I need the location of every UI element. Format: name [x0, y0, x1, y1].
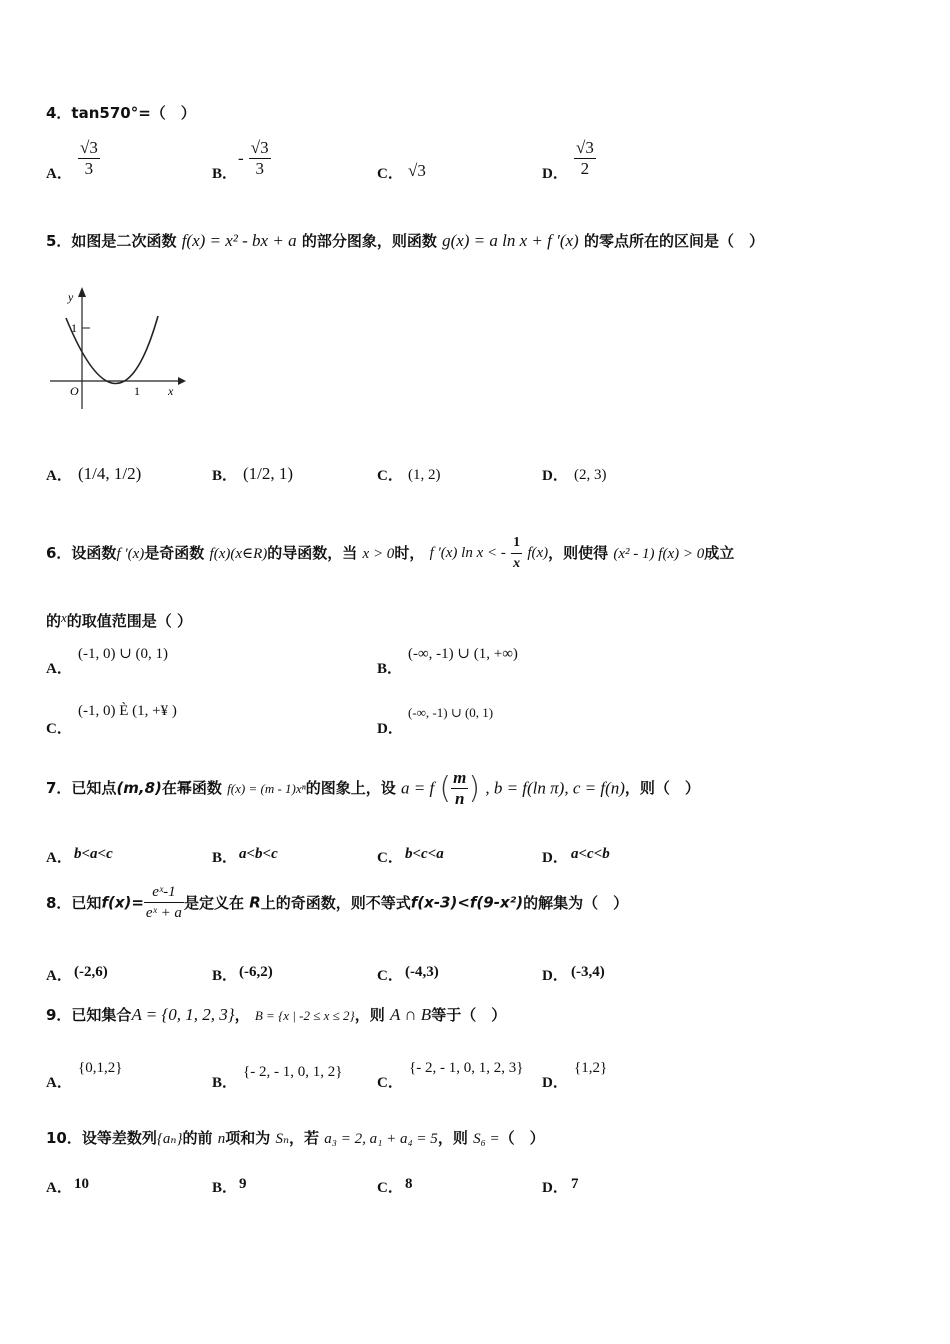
q6-option-a-label[interactable]: A．	[46, 661, 72, 677]
q7-option-b-value: a<b<c	[239, 846, 278, 862]
q9-option-c-label[interactable]: C．	[377, 1075, 403, 1091]
q4-option-a-label[interactable]: A．	[46, 166, 72, 182]
q7-option-c-value: b<c<a	[405, 846, 444, 862]
q6-option-a-value: (-1, 0) ∪ (0, 1)	[78, 646, 169, 662]
q5-option-d-value: (2, 3)	[574, 467, 607, 483]
q10-option-b-value: 9	[239, 1176, 247, 1192]
q6-stem-line1: 6．设函数f ′(x)是奇函数 f(x)(x∈R)的导函数，当 x > 0时， f ′(x) ln x < - $\frac{1}{x}$ f(x)，则使得 (x² - 1) f(x) > 0成立	[46, 535, 735, 571]
q7-option-d-value: a<c<b	[571, 846, 610, 862]
q7-stem: 7．已知点(m,8)在幂函数 f(x) = (m - 1)xⁿ的图象上，设 a = f ( $\frac{m}{n}$ ) , b = f(ln π), c = f(n)，则（ ）	[46, 768, 700, 808]
q9-option-d-label[interactable]: D．	[542, 1075, 568, 1091]
q10-stem: 10．设等差数列{aₙ}的前 n项和为 Sₙ，若 a₃ = 2, a₁ + a₄ = 5，则 S₆ =（ ）	[46, 1129, 545, 1147]
q5-option-a-value: (1/4, 1/2)	[78, 464, 142, 483]
graph-x-tick-label: 1	[134, 384, 140, 398]
q9-option-c-value: {- 2, - 1, 0, 1, 2, 3}	[409, 1060, 524, 1076]
q5-option-b-value: (1/2, 1)	[243, 464, 294, 483]
q10-option-a-label[interactable]: A．	[46, 1180, 72, 1196]
q4-option-d-value: $\frac{√3}{2}$	[576, 138, 594, 178]
q6-option-d-label[interactable]: D．	[377, 721, 403, 737]
q10-option-b-label[interactable]: B．	[212, 1180, 238, 1196]
graph-y-arrow	[78, 287, 86, 297]
q5-stem: 5．如图是二次函数 f(x) = x² - bx + a 的部分图象，则函数 g(x) = a ln x + f ′(x) 的零点所在的区间是（ ）	[46, 231, 764, 250]
q8-option-b-value: (-6,2)	[239, 964, 273, 980]
q6-option-c-value: (-1, 0) È (1, +¥ )	[78, 703, 177, 719]
q8-option-a-value: (-2,6)	[74, 964, 108, 980]
q9-stem: 9．已知集合A = {0, 1, 2, 3}， B = {x | -2 ≤ x ≤ 2}，则 A ∩ B等于（ ）	[46, 1005, 507, 1024]
q5-option-d-label[interactable]: D．	[542, 468, 568, 484]
q8-option-c-value: (-4,3)	[405, 964, 439, 980]
q6-option-b-label[interactable]: B．	[377, 661, 403, 677]
q6-stem-line2: 的x的取值范围是（ ）	[46, 610, 193, 630]
q10-option-c-label[interactable]: C．	[377, 1180, 403, 1196]
q9-option-d-value: {1,2}	[574, 1060, 608, 1076]
q6-option-d-value: (-∞, -1) ∪ (0, 1)	[408, 705, 494, 720]
q10-option-a-value: 10	[74, 1176, 89, 1192]
q4-option-c-value: √3	[408, 161, 426, 180]
q8-option-d-value: (-3,4)	[571, 964, 605, 980]
q9-option-a-label[interactable]: A．	[46, 1075, 72, 1091]
q8-option-b-label[interactable]: B．	[212, 968, 238, 984]
q7-option-d-label[interactable]: D．	[542, 850, 568, 866]
q5-option-b-label[interactable]: B．	[212, 468, 238, 484]
q4-option-d-label[interactable]: D．	[542, 166, 568, 182]
q9-option-a-value: {0,1,2}	[78, 1060, 123, 1076]
q7-option-c-label[interactable]: C．	[377, 850, 403, 866]
q10-option-c-value: 8	[405, 1176, 413, 1192]
q10-option-d-value: 7	[571, 1176, 579, 1192]
q7-option-a-value: b<a<c	[74, 846, 113, 862]
q8-option-d-label[interactable]: D．	[542, 968, 568, 984]
q6-option-c-label[interactable]: C．	[46, 721, 72, 737]
graph-tick-label-1: 1	[71, 321, 77, 335]
q8-option-c-label[interactable]: C．	[377, 968, 403, 984]
q10-option-d-label[interactable]: D．	[542, 1180, 568, 1196]
q5-option-a-label[interactable]: A．	[46, 468, 72, 484]
graph-origin-label: O	[70, 384, 79, 398]
q4-option-b-value: - $\frac{√3}{3}$	[238, 138, 269, 178]
q4-option-b-label[interactable]: B．	[212, 166, 238, 182]
q8-stem: 8．已知f(x)= $\frac{\text{eˣ-1}}{\text{eˣ + a}}$ 是定义在 R上的奇函数，则不等式f(x-3)<f(9-x²)的解集为（ ）	[46, 884, 629, 921]
q6-option-b-value: (-∞, -1) ∪ (1, +∞)	[408, 646, 518, 662]
q5-option-c-label[interactable]: C．	[377, 468, 403, 484]
parabola-graph	[46, 285, 186, 410]
q4-option-a-value: $\frac{√3}{3}$	[80, 138, 98, 178]
q4-option-c-label[interactable]: C．	[377, 166, 403, 182]
q4-stem: 4．tan570°=（ ）	[46, 104, 196, 122]
q9-option-b-value: {- 2, - 1, 0, 1, 2}	[243, 1064, 343, 1080]
q5-option-c-value: (1, 2)	[408, 467, 441, 483]
q8-option-a-label[interactable]: A．	[46, 968, 72, 984]
graph-x-arrow	[178, 377, 186, 385]
graph-x-label: x	[168, 384, 174, 398]
q9-option-b-label[interactable]: B．	[212, 1075, 238, 1091]
q7-option-b-label[interactable]: B．	[212, 850, 238, 866]
graph-y-label: y	[68, 290, 74, 304]
q7-option-a-label[interactable]: A．	[46, 850, 72, 866]
parabola-curve	[66, 316, 158, 384]
